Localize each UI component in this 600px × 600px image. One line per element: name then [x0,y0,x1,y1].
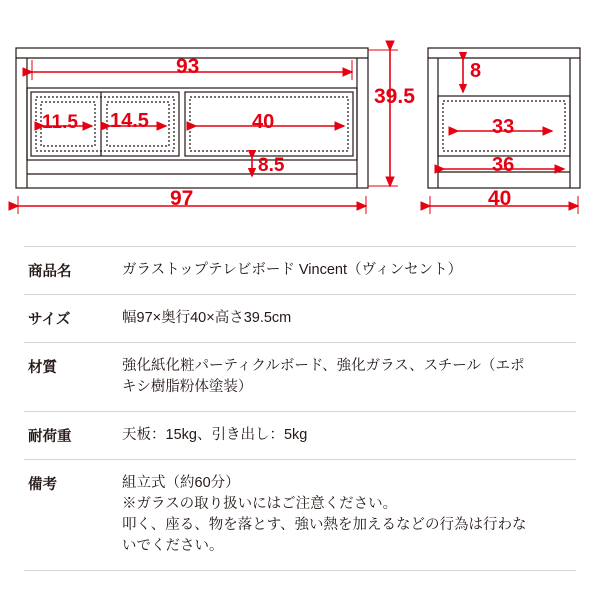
dim-front-drawer-mid: 14.5 [110,110,149,132]
table-row [24,295,576,343]
spec-label-product-name: 商品名 [28,264,72,280]
table-row [24,460,576,571]
dim-front-top-width: 93 [176,55,200,78]
spec-value-remarks [106,460,576,571]
table-row [24,412,576,460]
dim-front-drawer-left: 11.5 [42,112,78,133]
dim-front-bottom-gap: 8.5 [258,155,285,176]
dim-side-total-depth: 40 [488,187,512,210]
spec-line: キシ樹脂粉体塗装） [122,379,253,396]
spec-value-load-capacity [106,412,576,460]
spec-value-product-name [106,247,576,295]
specification-table [24,246,576,571]
product-dimension-diagram [0,0,600,230]
dim-side-inner-depth: 33 [492,116,515,138]
spec-label-material: 材質 [28,360,57,377]
dim-front-total-height: 39.5 [374,85,415,108]
spec-label-remarks: 備考 [28,477,57,494]
table-row [24,343,576,412]
dim-side-shelf-depth: 36 [492,154,515,176]
spec-line: 組立式（約60分） [122,475,240,492]
spec-label-size: サイズ [28,312,71,329]
spec-line: いでください。 [122,538,224,555]
specification-table-body [24,247,576,571]
dim-side-top-height: 8 [470,60,482,82]
dim-front-total-width: 97 [170,187,194,210]
spec-line: 幅97×奥行40×高さ39.5cm [122,310,292,327]
spec-line: 天板：15kg、引き出し：5kg [122,427,308,444]
spec-value-material [106,343,576,412]
spec-line: 強化紙化粧パーティクルボード、強化ガラス、スチール（エポ [122,358,525,375]
spec-line: 叩く、座る、物を落とす、強い熱を加えるなどの行為は行わな [122,517,527,534]
dim-front-shelf-right: 40 [252,111,275,133]
spec-label-load-capacity: 耐荷重 [28,429,72,446]
table-row [24,247,576,295]
spec-line: ※ガラスの取り扱いにはご注意ください。 [122,496,398,513]
spec-value-size [106,295,576,343]
spec-line: ガラストップテレビボード Vincent（ヴィンセント） [122,262,463,278]
